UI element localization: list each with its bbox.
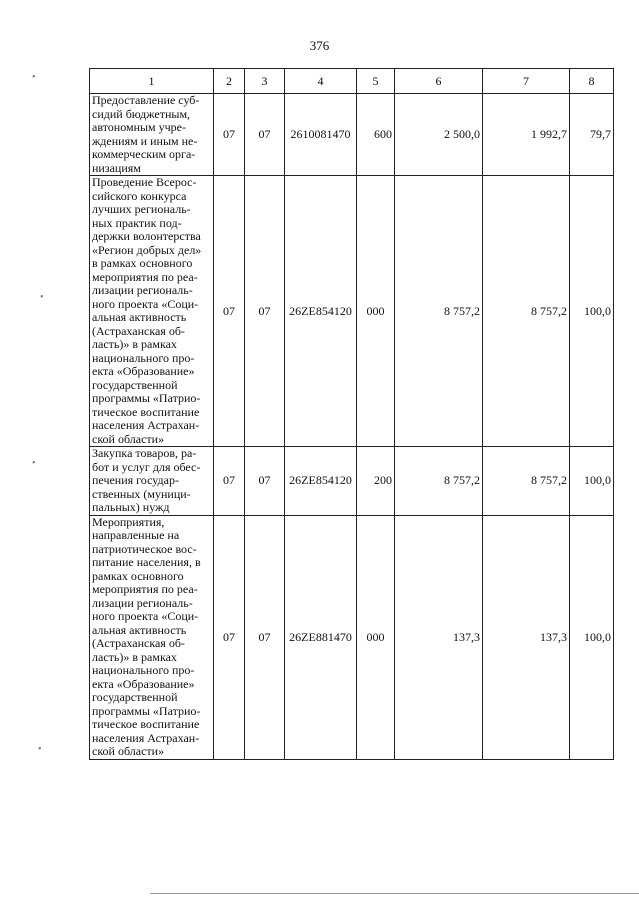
- planned-amount-cell: 8 757,2: [395, 447, 483, 516]
- row-name-cell: Закупка товаров, ра- бот и услуг для обес- печения государ- ственных (муници- пальных) нужд: [90, 447, 214, 516]
- percent-cell: 100,0: [570, 447, 614, 516]
- subsection-cell: 07: [245, 447, 285, 516]
- column-header: 1: [90, 69, 214, 94]
- target-article-cell: 26ZE854120: [285, 176, 357, 447]
- section-cell: 07: [214, 447, 245, 516]
- row-name-cell: Предоставление суб- сидий бюджетным, автономным учре- ждениям и иным не- коммерческим орга- низациям: [90, 94, 214, 176]
- budget-table: [89, 68, 614, 760]
- scan-speck: •: [32, 72, 36, 83]
- target-article-cell: 26ZE854120: [285, 447, 357, 516]
- section-cell: 07: [214, 94, 245, 176]
- subsection-cell: 07: [245, 515, 285, 759]
- column-header: 5: [357, 69, 395, 94]
- actual-amount-cell: 137,3: [483, 515, 570, 759]
- column-header: 6: [395, 69, 483, 94]
- table-row: [90, 447, 614, 516]
- scan-speck: •: [38, 744, 42, 755]
- expense-type-cell: 200: [357, 447, 395, 516]
- expense-type-cell: 000: [357, 515, 395, 759]
- subsection-cell: 07: [245, 176, 285, 447]
- table-row: [90, 94, 614, 176]
- table-header-row: [90, 69, 614, 94]
- expense-type-cell: 000: [357, 176, 395, 447]
- planned-amount-cell: 137,3: [395, 515, 483, 759]
- planned-amount-cell: 2 500,0: [395, 94, 483, 176]
- subsection-cell: 07: [245, 94, 285, 176]
- target-article-cell: 2610081470: [285, 94, 357, 176]
- column-header: 4: [285, 69, 357, 94]
- percent-cell: 79,7: [570, 94, 614, 176]
- section-cell: 07: [214, 515, 245, 759]
- column-header: 2: [214, 69, 245, 94]
- percent-cell: 100,0: [570, 176, 614, 447]
- page-number: 376: [309, 38, 330, 53]
- table-row: [90, 515, 614, 759]
- target-article-cell: 26ZE881470: [285, 515, 357, 759]
- column-header: 3: [245, 69, 285, 94]
- planned-amount-cell: 8 757,2: [395, 176, 483, 447]
- scan-speck: •: [32, 458, 36, 469]
- table-row: [90, 176, 614, 447]
- row-name-cell: Проведение Всерос- сийского конкурса лучших региональ- ных практик под- держки волонтерства «Регион добрых дел» в рамках основного мероприятия по реа- лизации региональ- ного проекта «Соци- альная активность (Астраханская об- ласть)» в рамках национального про- екта «Образование» государственной программы «Патрио- тическое воспитание населения Астрахан- ской области»: [90, 176, 214, 447]
- row-name-cell: Мероприятия, направленные на патриотическое вос- питание населения, в рамках основного мероприятия по реа- лизации региональ- ного проекта «Соци- альная активность (Астраханская об- ласть)» в рамках национального про- екта «Образование» государственной программы «Патрио- тическое воспитание населения Астрахан- ской области»: [90, 515, 214, 759]
- section-cell: 07: [214, 176, 245, 447]
- column-header: 7: [483, 69, 570, 94]
- actual-amount-cell: 8 757,2: [483, 176, 570, 447]
- scan-speck: •: [40, 292, 44, 303]
- percent-cell: 100,0: [570, 515, 614, 759]
- column-header: 8: [570, 69, 614, 94]
- actual-amount-cell: 1 992,7: [483, 94, 570, 176]
- scan-edge-line: [150, 893, 639, 894]
- expense-type-cell: 600: [357, 94, 395, 176]
- actual-amount-cell: 8 757,2: [483, 447, 570, 516]
